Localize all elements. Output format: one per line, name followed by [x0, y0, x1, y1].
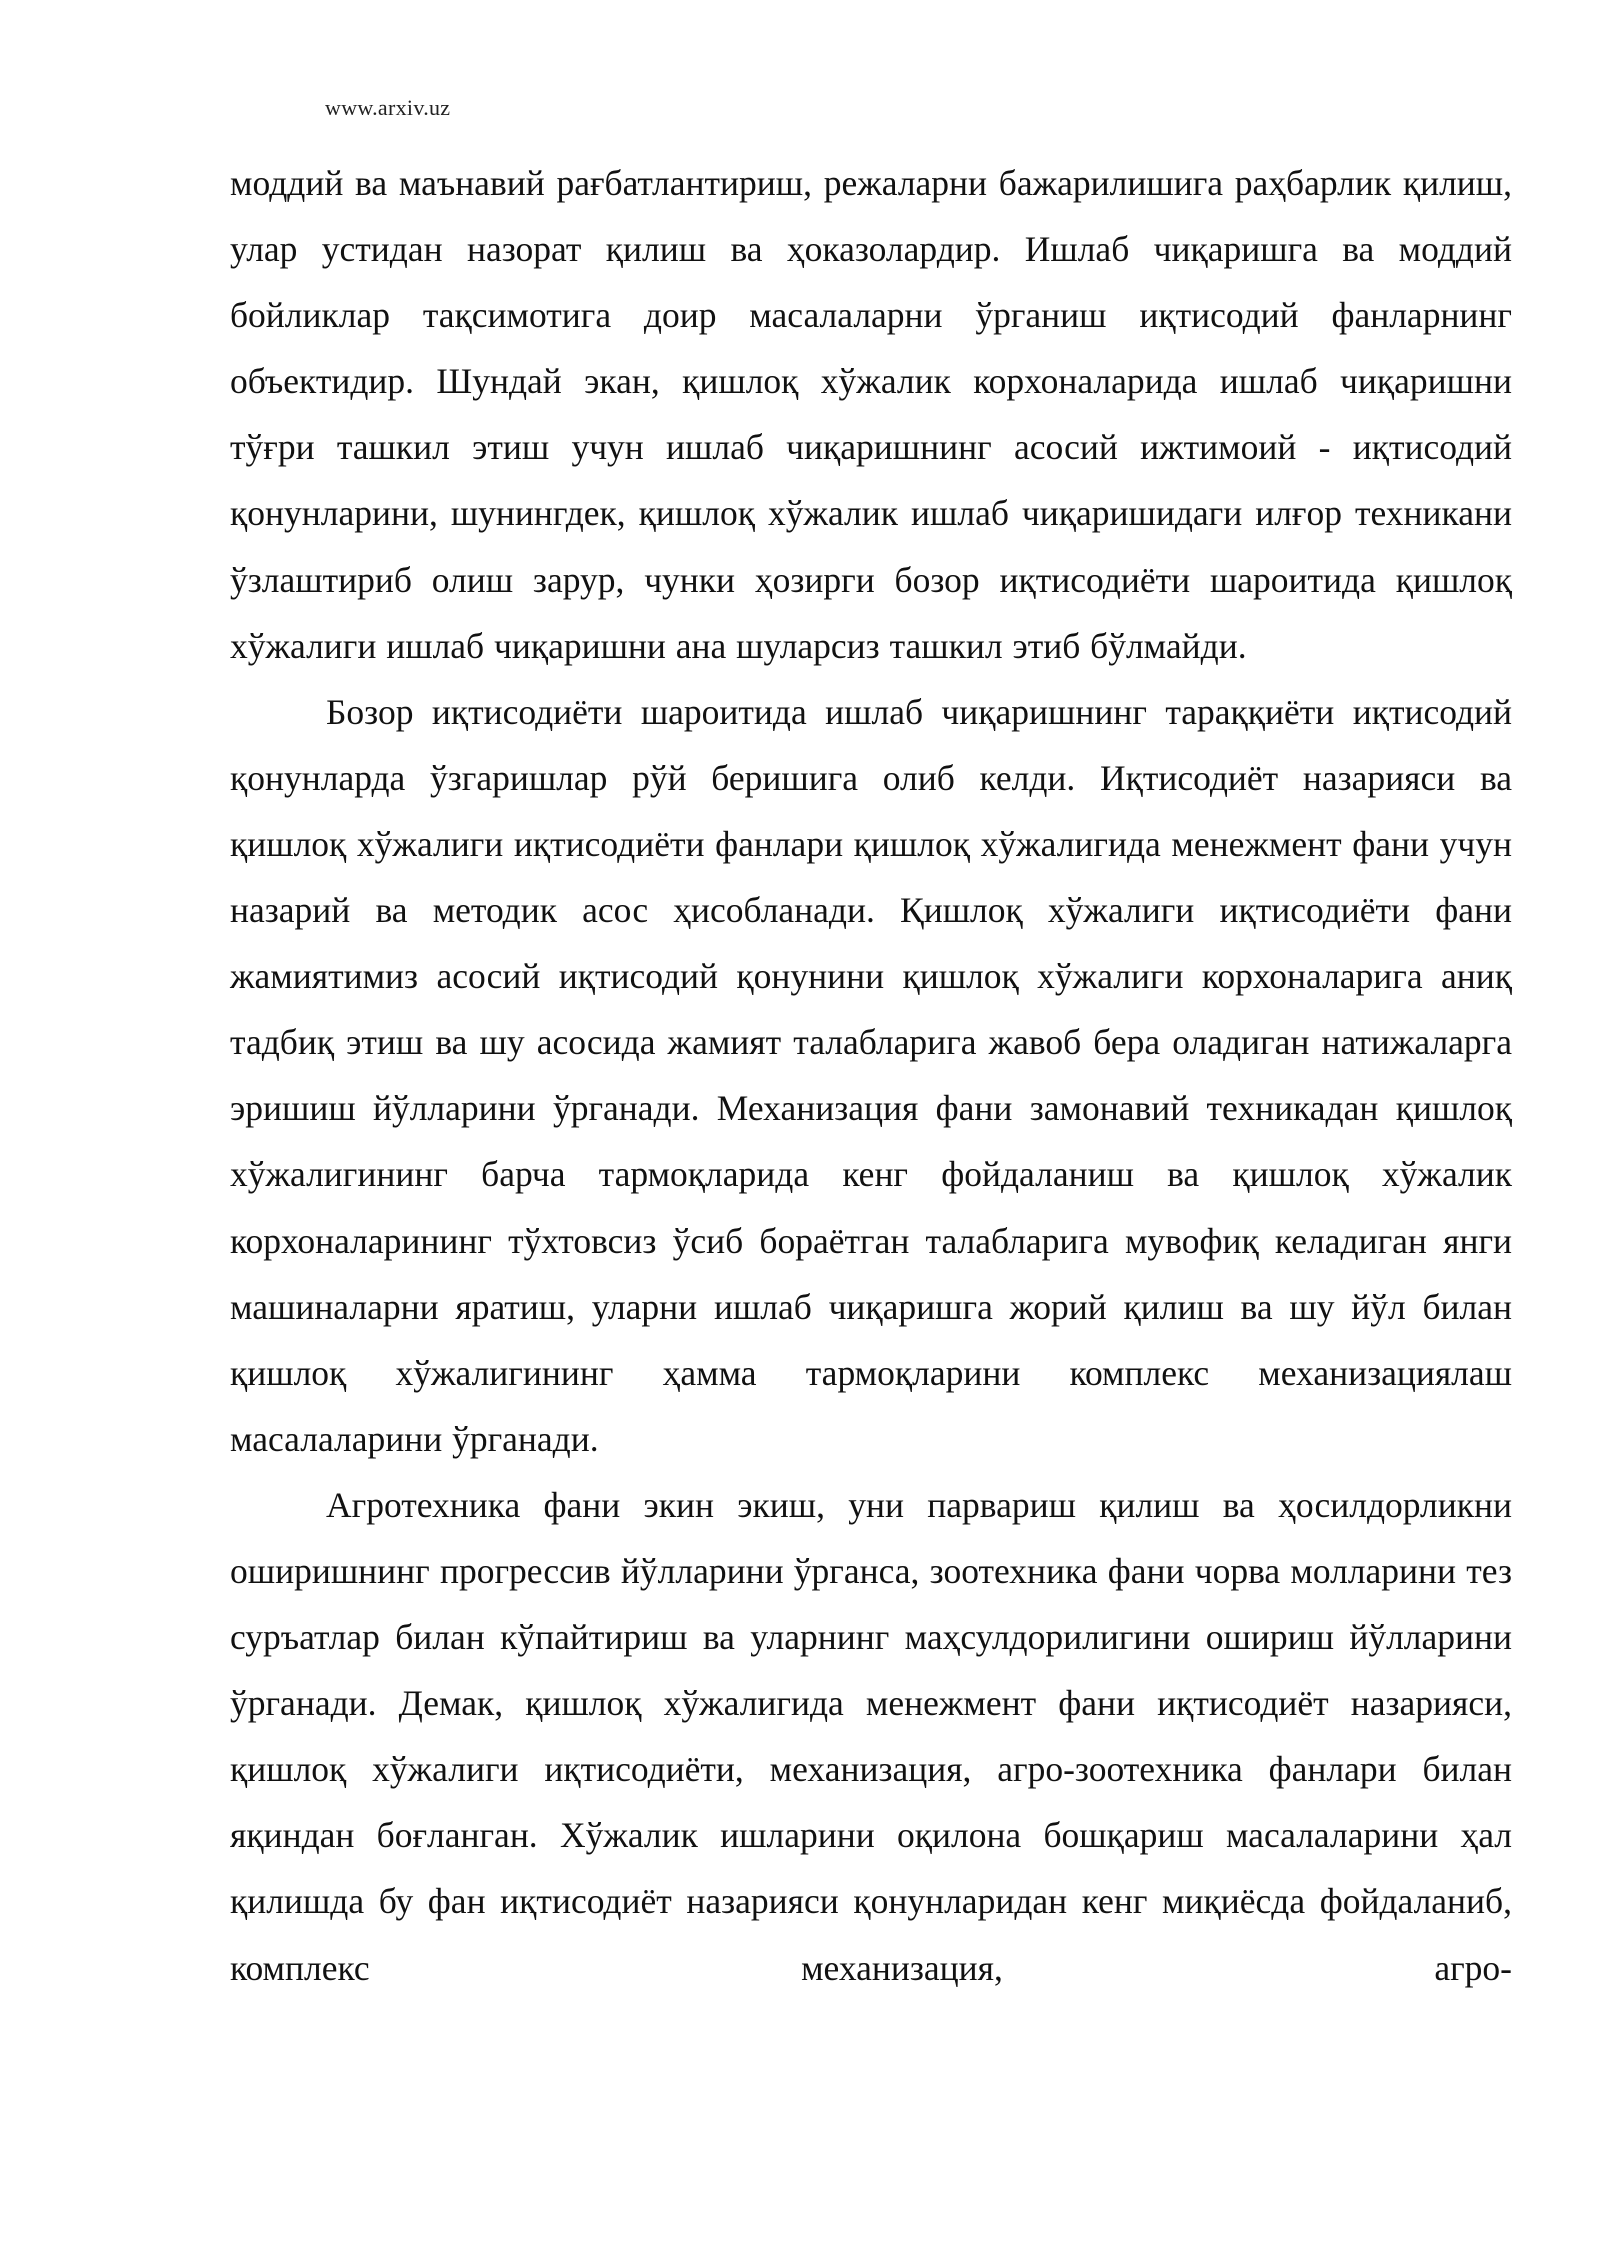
paragraph-1: моддий ва маънавий рағбатлантириш, режаларни бажарилишига раҳбарлик қилиш, улар устидан назорат қилиш ва ҳоказолардир. Ишлаб чиқаришга ва моддий бойликлар тақсимотига доир масалаларни ўрганиш иқтисодий фанларнинг объектидир. Шундай экан, қишлоқ хўжалик корхоналарида ишлаб чиқаришни тўғри ташкил этиш учун ишлаб чиқаришнинг асосий ижтимоий - иқтисодий қонунларини, шунингдек, қишлоқ хўжалик ишлаб чиқаришидаги илғор техникани ўзлаштириб олиш зарур, чунки ҳозирги бозор иқтисодиёти шароитида қишлоқ хўжалиги ишлаб чиқаришни ана шуларсиз ташкил этиб бўлмайди. — [230, 163, 1512, 666]
paragraph-2: Бозор иқтисодиёти шароитида ишлаб чиқаришнинг тараққиёти иқтисодий қонунларда ўзгаришлар рўй беришига олиб келди. Иқтисодиёт назарияси ва қишлоқ хўжалиги иқтисодиёти фанлари қишлоқ хўжалигида менежмент фани учун назарий ва методик асос ҳисобланади. Қишлоқ хўжалиги иқтисодиёти фани жамиятимиз асосий иқтисодий қонунини қишлоқ хўжалиги корхоналарига аниқ тадбиқ этиш ва шу асосида жамият талабларига жавоб бера оладиган натижаларга эришиш йўлларини ўрганади. Механизация фани замонавий техникадан қишлоқ хўжалигининг барча тармоқларида кенг фойдаланиш ва қишлоқ хўжалик корхоналарининг тўхтовсиз ўсиб бораётган талабларига мувофиқ келадиган янги машиналарни яратиш, уларни ишлаб чиқаришга жорий қилиш ва шу йўл билан қишлоқ хўжалигининг ҳамма тармоқларини комплекс механизациялаш масалаларини ўрганади. — [230, 691, 1512, 1459]
header-site-url: www.arxiv.uz — [325, 95, 451, 120]
body-text — [230, 150, 1512, 2001]
paragraph-3: Агротехника фани экин экиш, уни парвариш қилиш ва ҳосилдорликни оширишнинг прогрессив йўлларини ўрганса, зоотехника фани чорва молларини тез суръатлар билан кўпайтириш ва уларнинг маҳсулдорилигини ошириш йўлларини ўрганади. Демак, қишлоқ хўжалигида менежмент фани иқтисодиёт назарияси, қишлоқ хўжалиги иқтисодиёти, механизация, агро-зоотехника фанлари билан яқиндан боғланган. Хўжалик ишларини оқилона бошқариш масалаларини ҳал қилишда бу фан иқтисодиёт назарияси қонунларидан кенг миқиёсда фойдаланиб, комплекс механизация, агро- — [230, 1484, 1512, 1988]
